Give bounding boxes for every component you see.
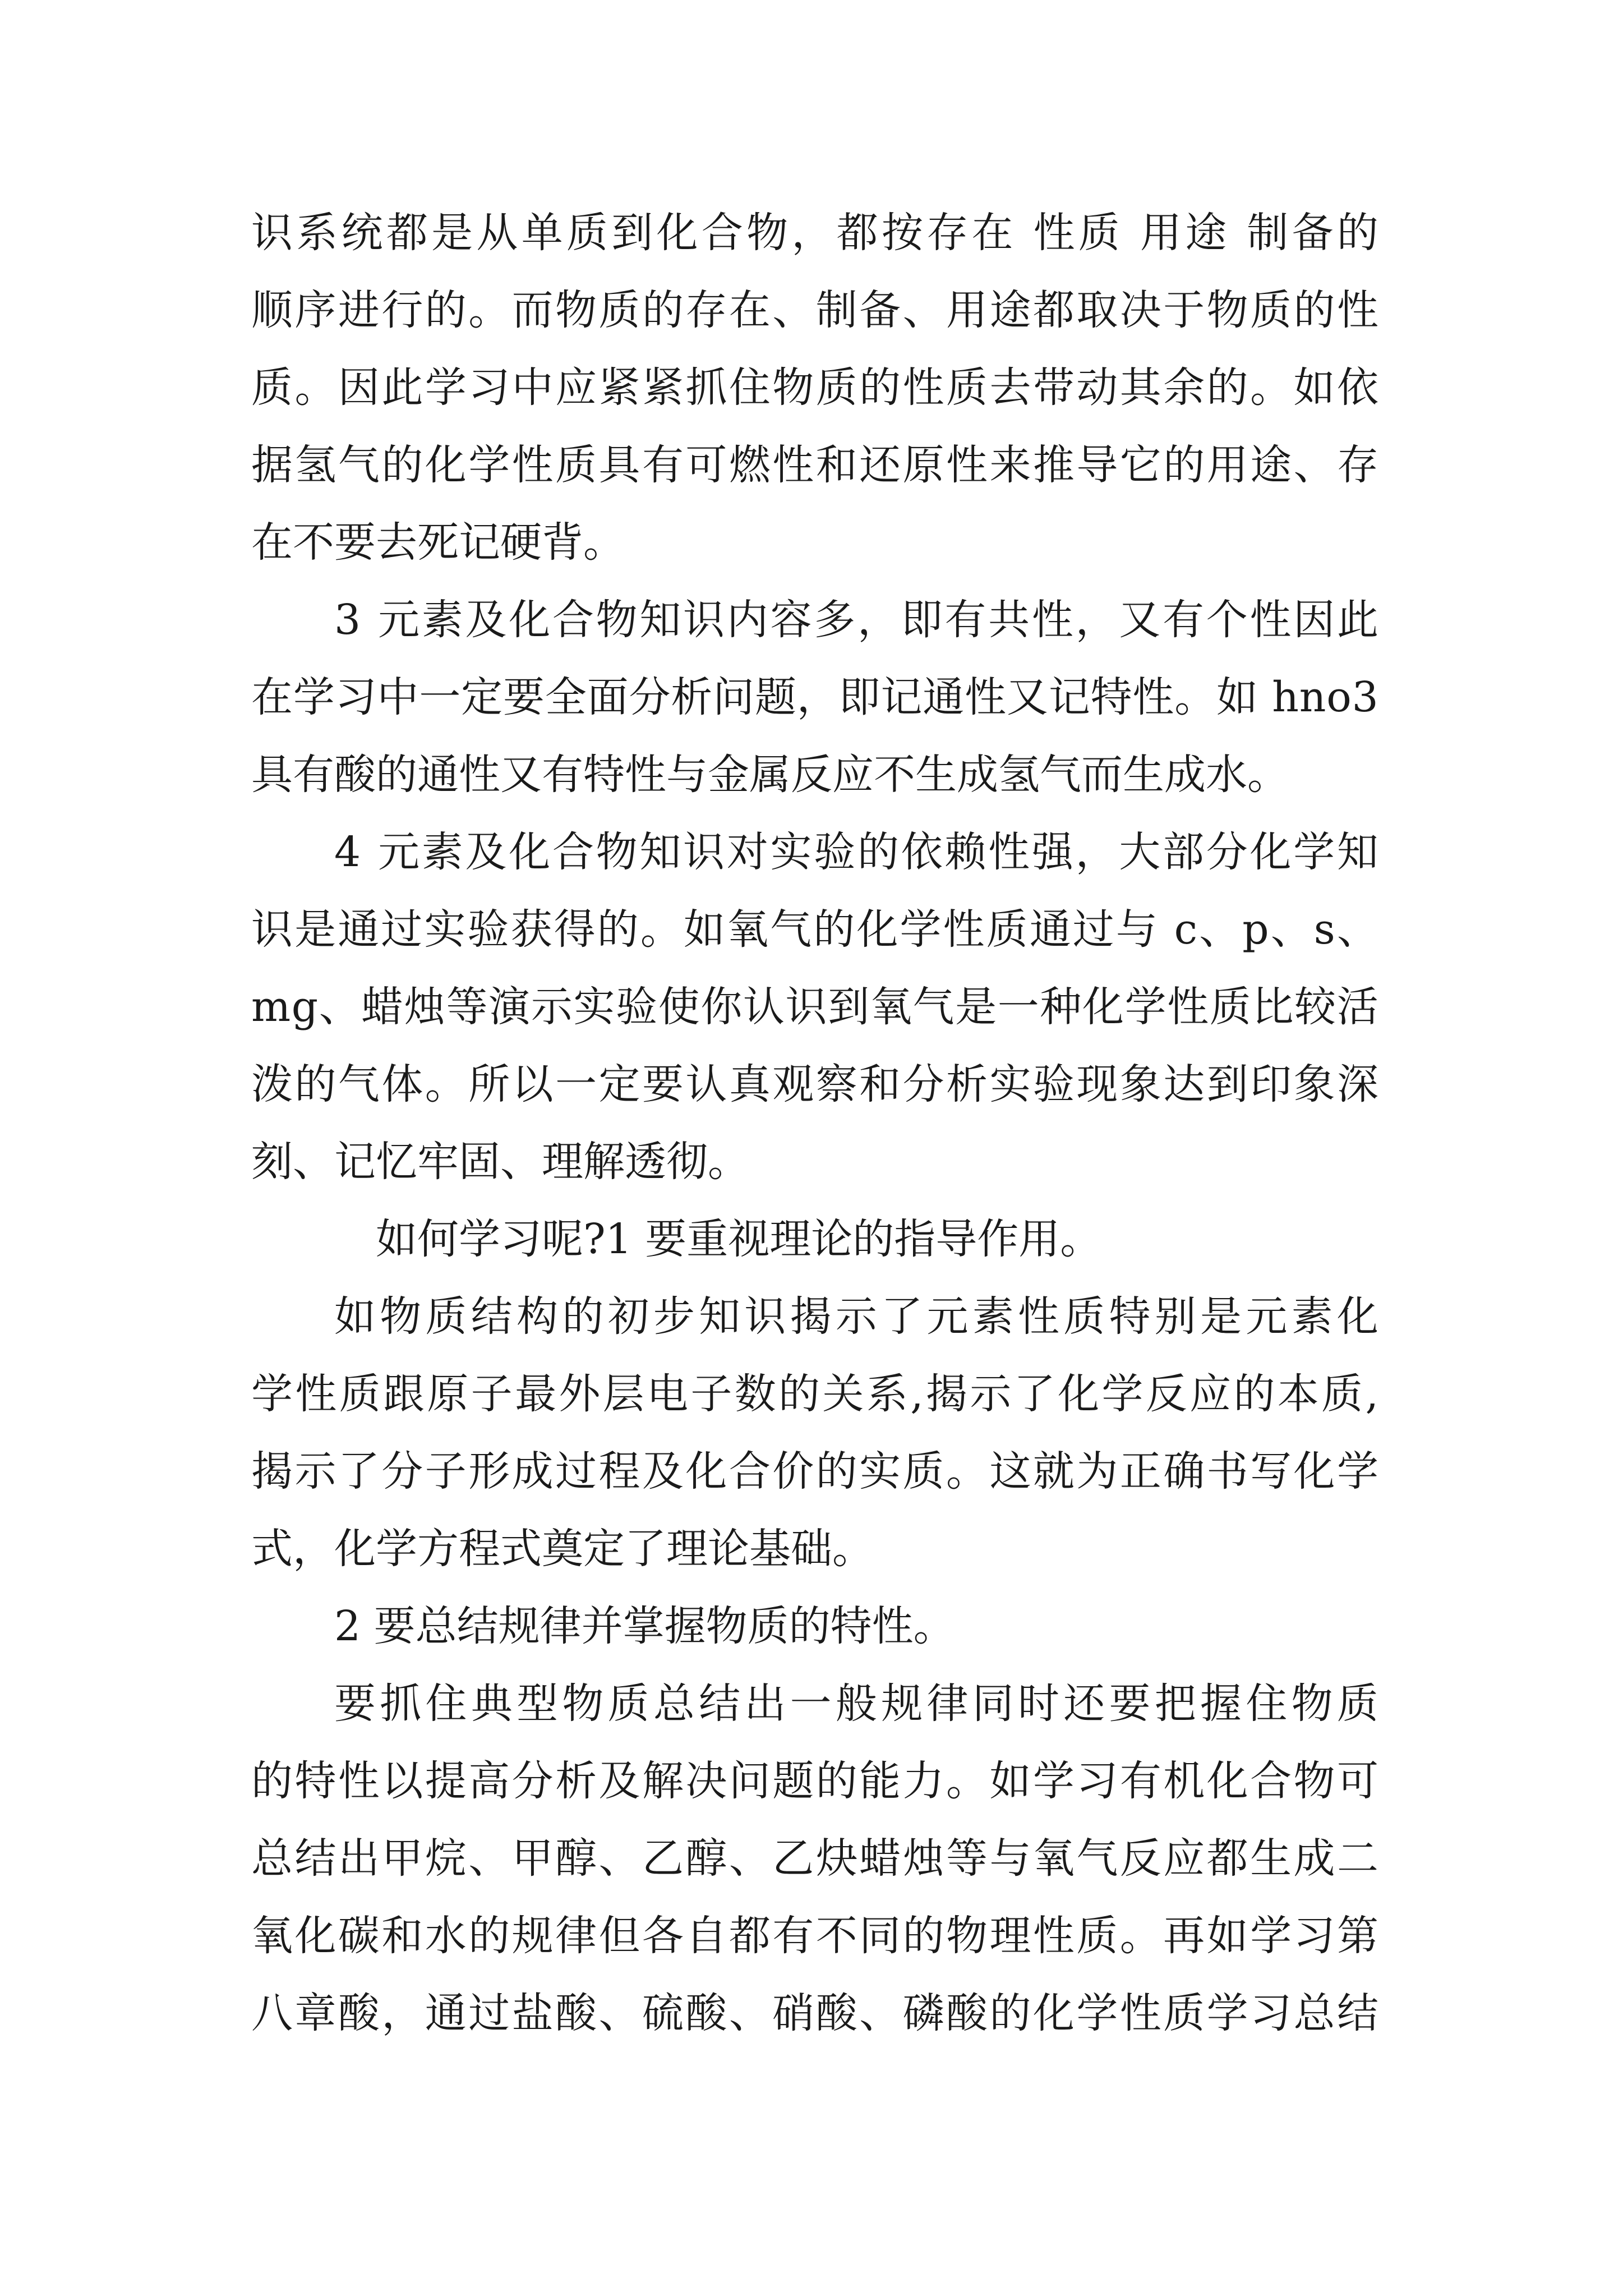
paragraph-4-line-1: 4 元 素 及 化 合 物 知 识 对 实 验 的 依 赖 性 强 ， 大 部 分 化 学 知 <box>334 828 1378 876</box>
text-line-2: 顺 序 进 行 的 。 而 物 质 的 存 在 、 制 备 、 用 途 都 取 决 于 物 质 的 性 <box>251 286 1378 334</box>
section-heading-summarize: 2 要总结规律并掌握物质的特性。 <box>334 1602 955 1650</box>
text-line-5: 在不要去死记硬背。 <box>251 518 625 567</box>
paragraph-3-line-3: 具有酸的通性又有特性与金属反应不生成氢气而生成水。 <box>251 751 1289 799</box>
paragraph-rules-line-1: 要 抓 住 典 型 物 质 总 结 出 一 般 规 律 同 时 还 要 把 握 住 物 质 <box>334 1680 1378 1728</box>
paragraph-theory-line-1: 如 物 质 结 构 的 初 步 知 识 揭 示 了 元 素 性 质 特 别 是 元 素 化 <box>334 1292 1378 1341</box>
paragraph-theory-line-3: 揭 示 了 分 子 形 成 过 程 及 化 合 价 的 实 质 。 这 就 为 正 确 书 写 化 学 <box>251 1447 1378 1496</box>
paragraph-4-line-2: 识 是 通 过 实 验 获 得 的 。 如 氧 气 的 化 学 性 质 通 过 与 c 、 p 、 s 、 <box>251 905 1378 954</box>
paragraph-rules-line-3: 总 结 出 甲 烷 、 甲 醇 、 乙 醇 、 乙 炔 蜡 烛 等 与 氧 气 反 应 都 生 成 二 <box>251 1834 1378 1883</box>
paragraph-rules-line-4: 氧 化 碳 和 水 的 规 律 但 各 自 都 有 不 同 的 物 理 性 质 。 再 如 学 习 第 <box>251 1912 1378 1960</box>
paragraph-rules-line-2: 的 特 性 以 提 高 分 析 及 解 决 问 题 的 能 力 。 如 学 习 有 机 化 合 物 可 <box>251 1757 1378 1805</box>
paragraph-3-line-2: 在 学 习 中 一 定 要 全 面 分 析 问 题 ， 即 记 通 性 又 记 特 性 。 如 h n o 3 <box>251 673 1378 721</box>
text-line-1: 识 系 统 都 是 从 单 质 到 化 合 物 ， 都 按 存 在 性 质 用 途 制 备 的 <box>251 209 1378 257</box>
section-heading-how-to-learn: 如何学习呢?1 要重视理论的指导作用。 <box>376 1215 1102 1263</box>
paragraph-theory-line-2: 学 性 质 跟 原 子 最 外 层 电 子 数 的 关 系 , 揭 示 了 化 学 反 应 的 本 质 , <box>251 1370 1378 1418</box>
paragraph-rules-line-5: 八 章 酸 ， 通 过 盐 酸 、 硫 酸 、 硝 酸 、 磷 酸 的 化 学 性 质 学 习 总 结 <box>251 1989 1378 2037</box>
paragraph-4-line-3: m g 、 蜡 烛 等 演 示 实 验 使 你 认 识 到 氧 气 是 一 种 化 学 性 质 比 较 活 <box>251 983 1378 1031</box>
paragraph-3-line-1: 3 元 素 及 化 合 物 知 识 内 容 多 ， 即 有 共 性 ， 又 有 个 性 因 此 <box>334 596 1378 644</box>
text-line-3: 质 。 因 此 学 习 中 应 紧 紧 抓 住 物 质 的 性 质 去 带 动 其 余 的 。 如 依 <box>251 364 1378 412</box>
paragraph-4-line-5: 刻、记忆牢固、理解透彻。 <box>251 1138 749 1186</box>
paragraph-theory-line-4: 式，化学方程式奠定了理论基础。 <box>251 1525 874 1573</box>
paragraph-4-line-4: 泼 的 气 体 。 所 以 一 定 要 认 真 观 察 和 分 析 实 验 现 象 达 到 印 象 深 <box>251 1060 1378 1108</box>
text-line-4: 据 氢 气 的 化 学 性 质 具 有 可 燃 性 和 还 原 性 来 推 导 它 的 用 途 、 存 <box>251 441 1378 489</box>
